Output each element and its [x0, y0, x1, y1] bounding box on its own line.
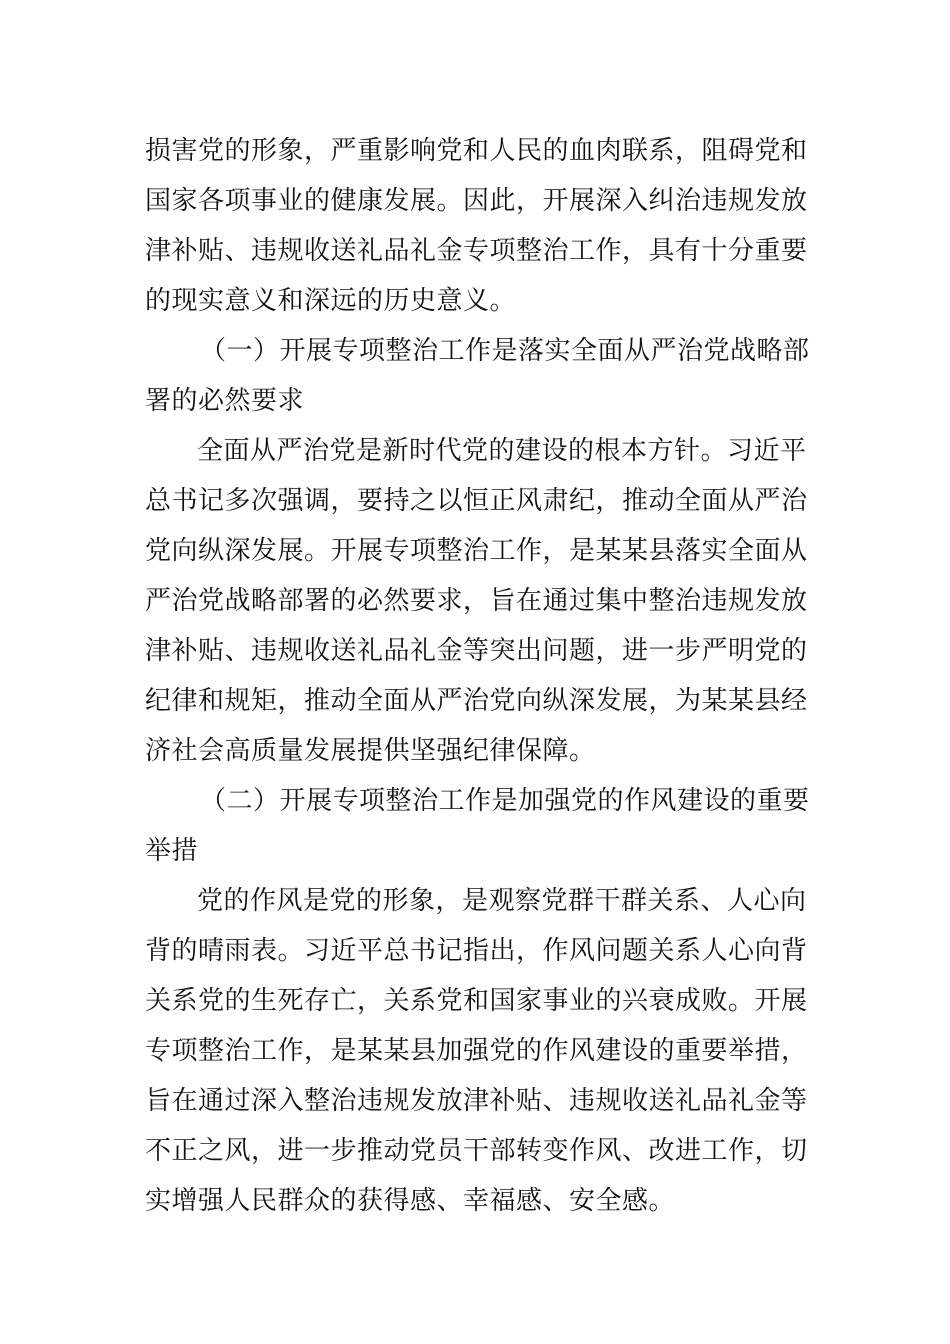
text-line: 不正之风，进一步推动党员干部转变作风、改进工作，切	[145, 1136, 808, 1166]
text-line: 旨在通过深入整治违规发放津补贴、违规收送礼品礼金等	[145, 1086, 808, 1116]
text-line: 津补贴、违规收送礼品礼金专项整治工作，具有十分重要	[145, 236, 808, 266]
heading-line: 署的必然要求	[145, 386, 305, 416]
text-line: 党的作风是党的形象，是观察党群干群关系、人心向	[197, 886, 807, 916]
heading-line: （一）开展专项整治工作是落实全面从严治党战略部	[200, 336, 810, 366]
text-line: 济社会高质量发展提供坚强纪律保障。	[145, 736, 596, 766]
text-line: 专项整治工作，是某某县加强党的作风建设的重要举措，	[145, 1036, 808, 1066]
text-line: 津补贴、违规收送礼品礼金等突出问题，进一步严明党的	[145, 636, 808, 666]
text-line: 全面从严治党是新时代党的建设的根本方针。习近平	[197, 436, 807, 466]
text-line: 损害党的形象，严重影响党和人民的血肉联系，阻碍党和	[145, 136, 808, 166]
heading-line: 举措	[145, 836, 199, 866]
text-line: 关系党的生死存亡，关系党和国家事业的兴衰成败。开展	[145, 986, 808, 1016]
text-line: 背的晴雨表。习近平总书记指出，作风问题关系人心向背	[145, 936, 808, 966]
text-line: 总书记多次强调，要持之以恒正风肃纪，推动全面从严治	[145, 486, 808, 516]
text-line: 严治党战略部署的必然要求，旨在通过集中整治违规发放	[145, 586, 808, 616]
heading-line: （二）开展专项整治工作是加强党的作风建设的重要	[200, 786, 810, 816]
text-line: 实增强人民群众的获得感、幸福感、安全感。	[145, 1186, 676, 1216]
text-line: 纪律和规矩，推动全面从严治党向纵深发展，为某某县经	[145, 686, 808, 716]
text-line: 的现实意义和深远的历史意义。	[145, 286, 517, 316]
text-line: 党向纵深发展。开展专项整治工作，是某某县落实全面从	[145, 536, 808, 566]
text-line: 国家各项事业的健康发展。因此，开展深入纠治违规发放	[145, 186, 808, 216]
